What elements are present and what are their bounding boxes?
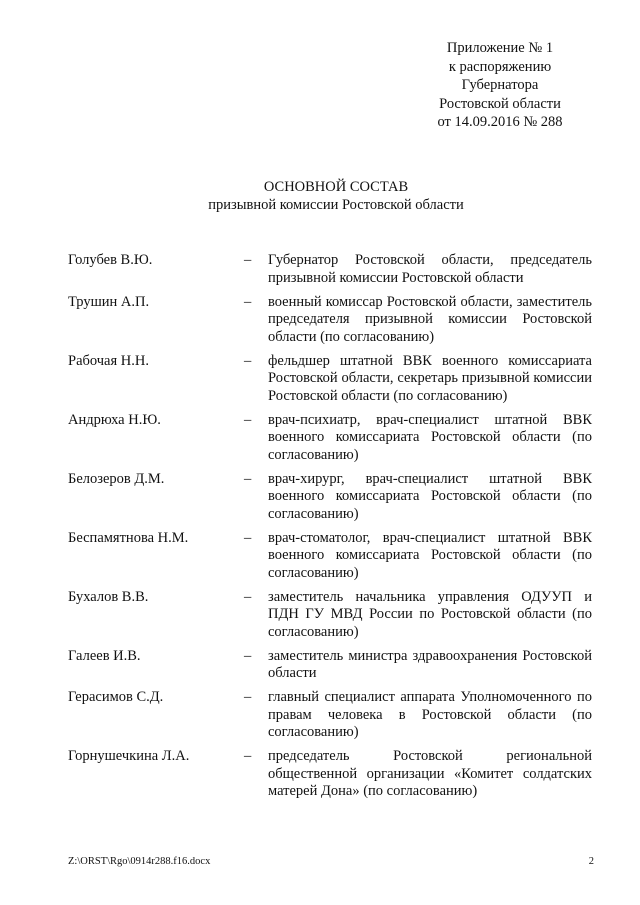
member-dash: –: [244, 647, 252, 664]
member-dash: –: [244, 411, 252, 428]
member-name: Герасимов С.Д.: [68, 689, 164, 705]
member-row: [68, 353, 592, 406]
member-role: председатель Ростовской региональной общественной организации «Комитет солдатских матерей Дона» (по согласованию): [268, 748, 592, 799]
member-dash: –: [244, 470, 252, 487]
member-row: [68, 689, 592, 742]
title-subtitle: призывной комиссии Ростовской области: [208, 197, 464, 213]
appendix-line: Приложение № 1: [446, 40, 554, 56]
member-name: Галеев И.В.: [68, 647, 141, 664]
page-footer: [68, 856, 594, 868]
member-name: Трушин А.П.: [68, 293, 150, 310]
member-row: [68, 471, 592, 524]
member-role: военный комиссар Ростовской области, заместитель председателя призывной комиссии Ростовской области (по согласованию): [268, 293, 592, 345]
member-role: заместитель министра здравоохранения Ростовской области: [268, 647, 592, 681]
member-row: [68, 530, 592, 583]
member-name: Горнушечкина Л.А.: [68, 748, 190, 764]
member-role: главный специалист аппарата Уполномоченного по правам человека в Ростовской области (по согласованию): [268, 689, 592, 740]
member-dash: –: [244, 748, 252, 764]
member-row: [68, 252, 592, 287]
member-row: [68, 294, 592, 347]
appendix-line: Губернатора: [461, 77, 539, 93]
member-dash: –: [244, 588, 252, 605]
member-name: Беспамятнова Н.М.: [68, 529, 189, 546]
document-title: [0, 178, 640, 214]
member-dash: –: [244, 252, 252, 268]
member-name: Андрюха Н.Ю.: [68, 411, 161, 428]
member-row: [68, 589, 592, 642]
member-role: врач-психиатр, врач-специалист штатной ВВК военного комиссариата Ростовской области (по согласованию): [268, 411, 592, 463]
appendix-header: [400, 39, 600, 132]
member-dash: –: [244, 689, 252, 705]
member-row: [68, 748, 592, 801]
member-name: Белозеров Д.М.: [68, 470, 165, 487]
page-number: 2: [588, 856, 594, 867]
appendix-line: Ростовской области: [439, 95, 561, 112]
member-row: [68, 412, 592, 465]
title-main: ОСНОВНОЙ СОСТАВ: [263, 179, 409, 195]
file-path: Z:\ORST\Rgo\0914r288.f16.docx: [68, 856, 211, 867]
appendix-line: от 14.09.2016 № 288: [437, 114, 563, 130]
member-role: заместитель начальника управления ОДУУП и ПДН ГУ МВД России по Ростовской области (по согласованию): [268, 588, 592, 640]
member-dash: –: [244, 352, 252, 369]
member-role: фельдшер штатной ВВК военного комиссариата Ростовской области, секретарь призывной комиссии Ростовской области (по согласованию): [268, 352, 592, 404]
member-row: [68, 648, 592, 683]
member-dash: –: [244, 529, 252, 546]
member-dash: –: [244, 293, 252, 310]
member-name: Рабочая Н.Н.: [68, 352, 149, 369]
members-list: [68, 252, 592, 807]
member-role: Губернатор Ростовской области, председатель призывной комиссии Ростовской области: [268, 252, 592, 286]
member-name: Голубев В.Ю.: [68, 252, 153, 268]
member-role: врач-хирург, врач-специалист штатной ВВК военного комиссариата Ростовской области (по согласованию): [268, 470, 592, 522]
member-name: Бухалов В.В.: [68, 588, 149, 605]
appendix-line: к распоряжению: [448, 58, 552, 75]
member-role: врач-стоматолог, врач-специалист штатной ВВК военного комиссариата Ростовской области (по согласованию): [268, 529, 592, 581]
